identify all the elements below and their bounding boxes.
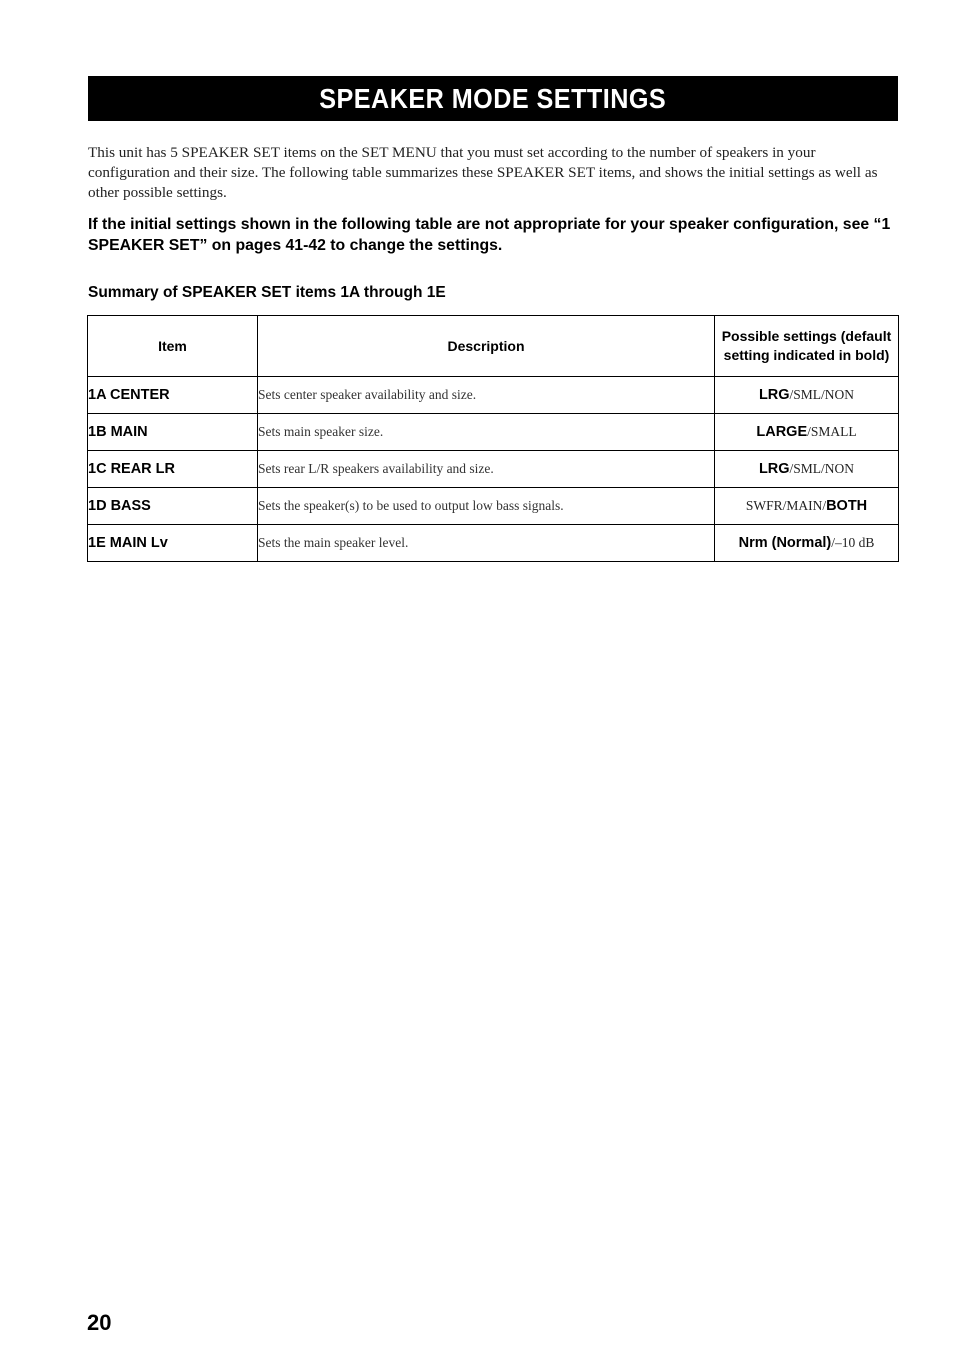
other-settings: SWFR/MAIN/ (745, 498, 827, 513)
default-setting: BOTH (826, 498, 868, 514)
row-settings (715, 488, 899, 525)
row-description: Sets main speaker size. (258, 414, 715, 451)
table-header-row (88, 316, 899, 377)
row-settings (715, 414, 899, 451)
row-item: 1B MAIN (88, 414, 258, 451)
header-settings (715, 316, 899, 377)
intro-paragraph: This unit has 5 SPEAKER SET items on the SET MENU that you must set according to the number of speakers in your configuration and their size. The following table summarizes these SPEAKER SET items, and shows the initial settings as well as other possible settings. (88, 144, 878, 201)
other-settings: /SML/NON (789, 461, 855, 476)
row-item: 1E MAIN Lv (88, 525, 258, 562)
other-settings: /SMALL (807, 424, 857, 439)
other-settings: /–10 dB (831, 535, 875, 550)
default-setting: LRG (758, 387, 790, 403)
table-heading: Summary of SPEAKER SET items 1A through 1E (88, 284, 446, 301)
row-description: Sets the main speaker level. (258, 525, 715, 562)
other-settings: /SML/NON (789, 387, 855, 402)
speaker-set-table (87, 315, 899, 562)
page-number: 20 (87, 1310, 112, 1335)
default-setting: Nrm (Normal) (738, 535, 832, 551)
row-description: Sets center speaker availability and size. (258, 377, 715, 414)
row-settings (715, 377, 899, 414)
settings-notice: If the initial settings shown in the following table are not appropriate for your speaker configuration, see “1 SPEAKER SET” on pages 41-42 to change the settings. (88, 216, 891, 254)
table-row (88, 488, 899, 525)
row-settings (715, 525, 899, 562)
row-item: 1D BASS (88, 488, 258, 525)
table-row (88, 414, 899, 451)
table-row (88, 451, 899, 488)
row-settings (715, 451, 899, 488)
header-description: Description (258, 316, 715, 377)
default-setting: LRG (758, 461, 790, 477)
page-title: SPEAKER MODE SETTINGS (319, 83, 667, 114)
row-item: 1C REAR LR (88, 451, 258, 488)
table-row (88, 377, 899, 414)
row-item: 1A CENTER (88, 377, 258, 414)
row-description: Sets the speaker(s) to be used to output low bass signals. (258, 488, 715, 525)
page-title-banner (88, 76, 898, 121)
row-description: Sets rear L/R speakers availability and size. (258, 451, 715, 488)
table-row (88, 525, 899, 562)
header-settings-line2: setting indicated in bold) (723, 347, 890, 363)
header-settings-line1: Possible settings (default (721, 328, 892, 344)
header-item: Item (88, 316, 258, 377)
default-setting: LARGE (756, 424, 808, 440)
